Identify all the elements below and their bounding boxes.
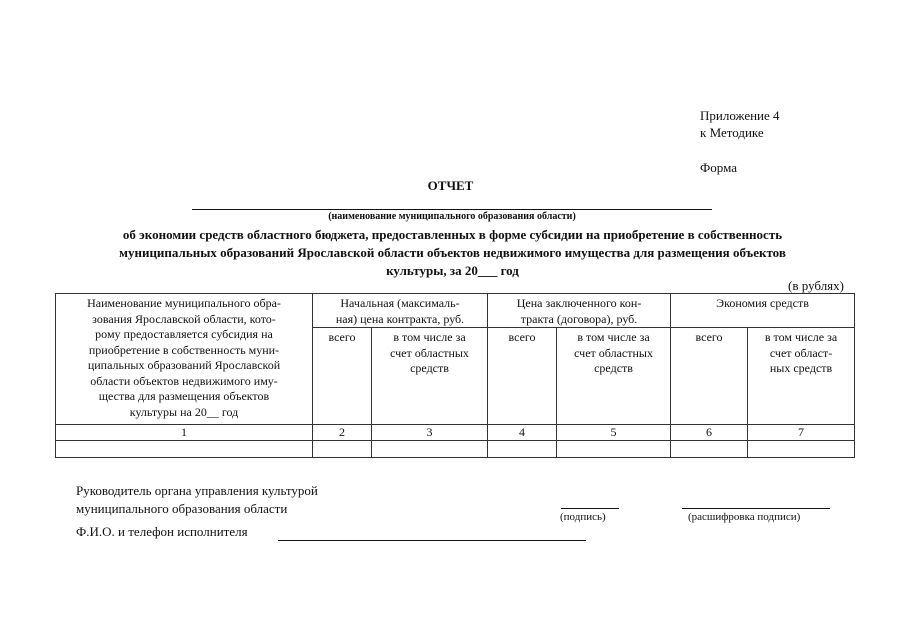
table-header-row-1 — [56, 294, 855, 328]
header-initial-total: всего — [313, 328, 372, 425]
report-title: ОТЧЕТ — [427, 178, 474, 193]
municipality-name-caption: (наименование муниципального образования области) — [328, 211, 576, 222]
table-row — [56, 441, 855, 458]
subtitle-line-2: муниципальных образований Ярославской области объектов недвижимого имущества для размещения объектов — [119, 245, 786, 260]
subtitle-line-1: об экономии средств областного бюджета, предоставленных в форме субсидии на приобретение в собственность — [122, 227, 783, 242]
column-number: 5 — [557, 425, 671, 441]
appendix-header — [700, 107, 780, 141]
header-municipality-name: Наименование муниципального обра- зования Ярославской области, кото- рому предоставляется субсидия на приобретение в собственность муни- ципальных образований Ярославской области объектов недвижимого иму- щества для размещения объектов культуры на 20__ год — [56, 294, 313, 425]
column-number: 7 — [748, 425, 855, 441]
column-number: 3 — [372, 425, 488, 441]
signature-caption: (подпись) — [560, 511, 606, 523]
head-line-2: муниципального образования области — [76, 501, 288, 516]
column-number-row — [56, 425, 855, 441]
municipality-name-line — [192, 209, 712, 210]
header-initial-regional: в том числе за счет областных средств — [372, 328, 488, 425]
column-number: 2 — [313, 425, 372, 441]
header-savings: Экономия средств — [671, 294, 855, 328]
header-savings-total: всего — [671, 328, 748, 425]
head-of-authority — [76, 482, 318, 518]
header-contract-regional: в том числе за счет областных средств — [557, 328, 671, 425]
table-cell[interactable] — [671, 441, 748, 458]
table-cell[interactable] — [56, 441, 313, 458]
executor-field-line[interactable] — [278, 540, 586, 541]
units-label: (в рублях) — [788, 278, 844, 293]
table-cell[interactable] — [313, 441, 372, 458]
signature-decoding-line[interactable] — [682, 508, 830, 509]
form-label: Форма — [700, 160, 737, 175]
table-cell[interactable] — [557, 441, 671, 458]
executor-label: Ф.И.О. и телефон исполнителя — [76, 524, 248, 539]
subtitle-line-3: культуры, за 20___ год — [386, 263, 519, 278]
report-subtitle — [40, 226, 865, 280]
report-table — [55, 293, 855, 458]
appendix-number: Приложение 4 — [700, 108, 780, 123]
header-savings-regional: в том числе за счет област- ных средств — [748, 328, 855, 425]
signature-decoding-caption: (расшифровка подписи) — [688, 511, 801, 523]
header-initial-price: Начальная (максималь- ная) цена контракта, руб. — [313, 294, 488, 328]
appendix-methodology: к Методике — [700, 125, 764, 140]
table-cell[interactable] — [372, 441, 488, 458]
table-cell[interactable] — [748, 441, 855, 458]
column-number: 4 — [488, 425, 557, 441]
signature-line[interactable] — [561, 508, 619, 509]
header-contract-price: Цена заключенного кон- тракта (договора), руб. — [488, 294, 671, 328]
table-cell[interactable] — [488, 441, 557, 458]
head-line-1: Руководитель органа управления культурой — [76, 483, 318, 498]
column-number: 1 — [56, 425, 313, 441]
header-contract-total: всего — [488, 328, 557, 425]
column-number: 6 — [671, 425, 748, 441]
